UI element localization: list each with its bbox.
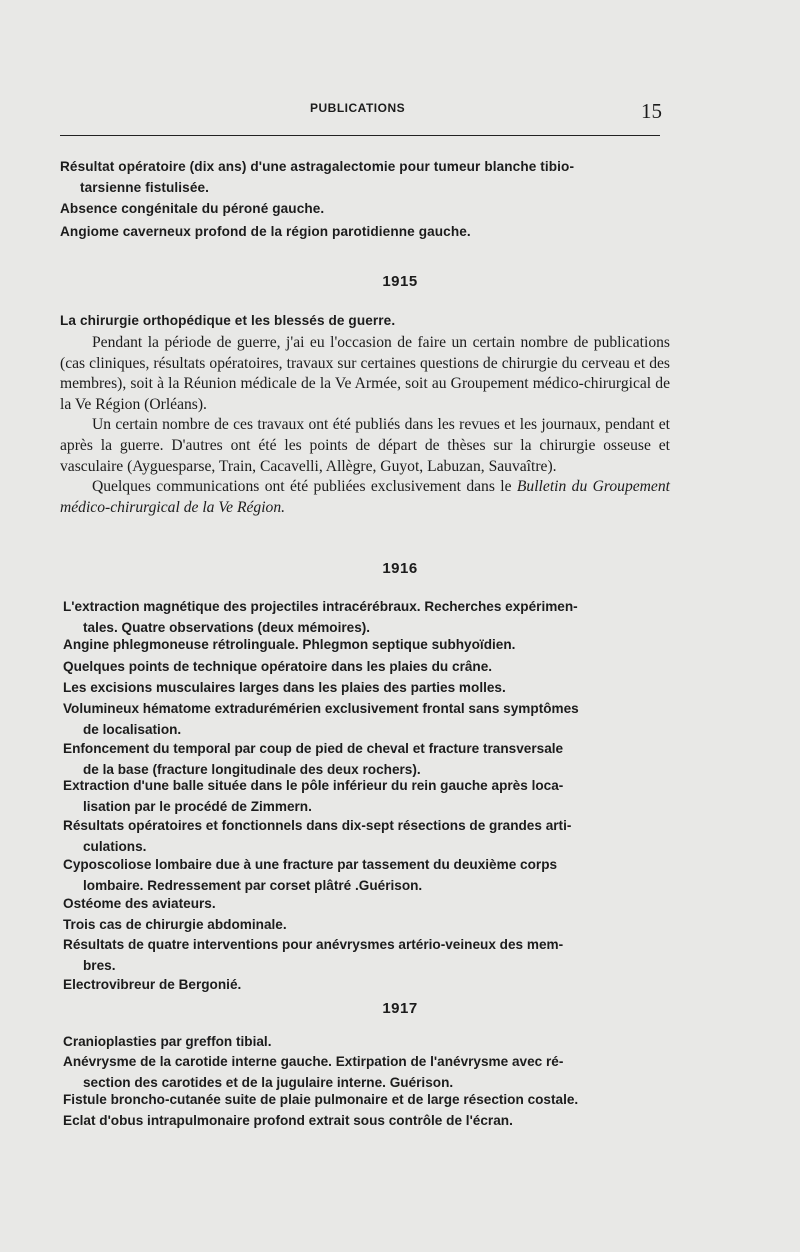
- list-item: Ostéome des aviateurs.: [63, 896, 216, 911]
- section-heading: La chirurgie orthopédique et les blessés de guerre.: [60, 313, 396, 328]
- list-item: Fistule broncho-cutanée suite de plaie pulmonaire et de large résection costale.: [63, 1092, 579, 1107]
- paragraph: Pendant la période de guerre, j'ai eu l'occasion de faire un certain nombre de publications (cas cliniques, résultats opératoires, travaux sur certaines questions de chirurgie du cerveau et des membres), soit à la Réunion médicale de la Ve Armée, soit au Groupement médico-chirurgical de la Ve Région (Orléans).: [60, 334, 670, 413]
- year-heading-1916: 1916: [382, 560, 418, 577]
- list-item: Résultats de quatre interventions pour anévrysmes artério-veineux des mem- bres.: [63, 937, 564, 973]
- list-item: Les excisions musculaires larges dans les plaies des parties molles.: [63, 680, 506, 695]
- list-item: Trois cas de chirurgie abdominale.: [63, 917, 287, 932]
- list-item: Enfoncement du temporal par coup de pied de cheval et fracture transversale de la base (fracture longitudinale des deux rochers).: [63, 741, 564, 777]
- list-item: Angiome caverneux profond de la région parotidienne gauche.: [60, 224, 471, 239]
- list-item: Angine phlegmoneuse rétrolinguale. Phlegmon septique subhyoïdien.: [63, 637, 516, 652]
- paragraph: Un certain nombre de ces travaux ont été publiés dans les revues et les journaux, pendant et après la guerre. D'autres ont été les points de départ de thèses sur la chirurgie osseuse et vasculaire (Ayguesparse, Train, Cacavelli, Allègre, Guyot, Labuzan, Sauvaître).: [60, 416, 670, 475]
- year-heading-1915: 1915: [382, 273, 418, 290]
- list-item: Cyposcoliose lombaire due à une fracture par tassement du deuxième corps lombaire. Redressement par corset plâtré .Guérison.: [63, 857, 558, 893]
- page-number: 15: [641, 99, 662, 123]
- list-item: Absence congénitale du péroné gauche.: [60, 201, 325, 216]
- list-item: L'extraction magnétique des projectiles intracérébraux. Recherches expérimen- tales. Quatre observations (deux mémoires).: [63, 599, 578, 635]
- list-item: Volumineux hématome extradurémérien exclusivement frontal sans symptômes de localisation.: [63, 701, 579, 737]
- header-rule: [60, 135, 660, 136]
- list-item: Résultat opératoire (dix ans) d'une astragalectomie pour tumeur blanche tibio- tarsienne fistulisée.: [60, 159, 575, 195]
- list-item: Electrovibreur de Bergonié.: [63, 977, 242, 992]
- list-item: Extraction d'une balle située dans le pôle inférieur du rein gauche après loca- lisation par le procédé de Zimmern.: [63, 778, 564, 814]
- list-item: Cranioplasties par greffon tibial.: [63, 1034, 272, 1049]
- body-text: [60, 333, 670, 518]
- list-item: Eclat d'obus intrapulmonaire profond extrait sous contrôle de l'écran.: [63, 1113, 513, 1128]
- year-heading-1917: 1917: [382, 1000, 418, 1017]
- paragraph: Quelques communications ont été publiées exclusivement dans le Bulletin du Groupement médico-chirurgical de la Ve Région.: [60, 478, 670, 516]
- list-item: Résultats opératoires et fonctionnels dans dix-sept résections de grandes arti- culations.: [63, 818, 572, 854]
- list-item: Anévrysme de la carotide interne gauche. Extirpation de l'anévrysme avec ré- section des carotides et de la jugulaire interne. Guérison.: [63, 1054, 564, 1090]
- running-header-title: PUBLICATIONS: [310, 101, 406, 115]
- list-item: Quelques points de technique opératoire dans les plaies du crâne.: [63, 659, 493, 674]
